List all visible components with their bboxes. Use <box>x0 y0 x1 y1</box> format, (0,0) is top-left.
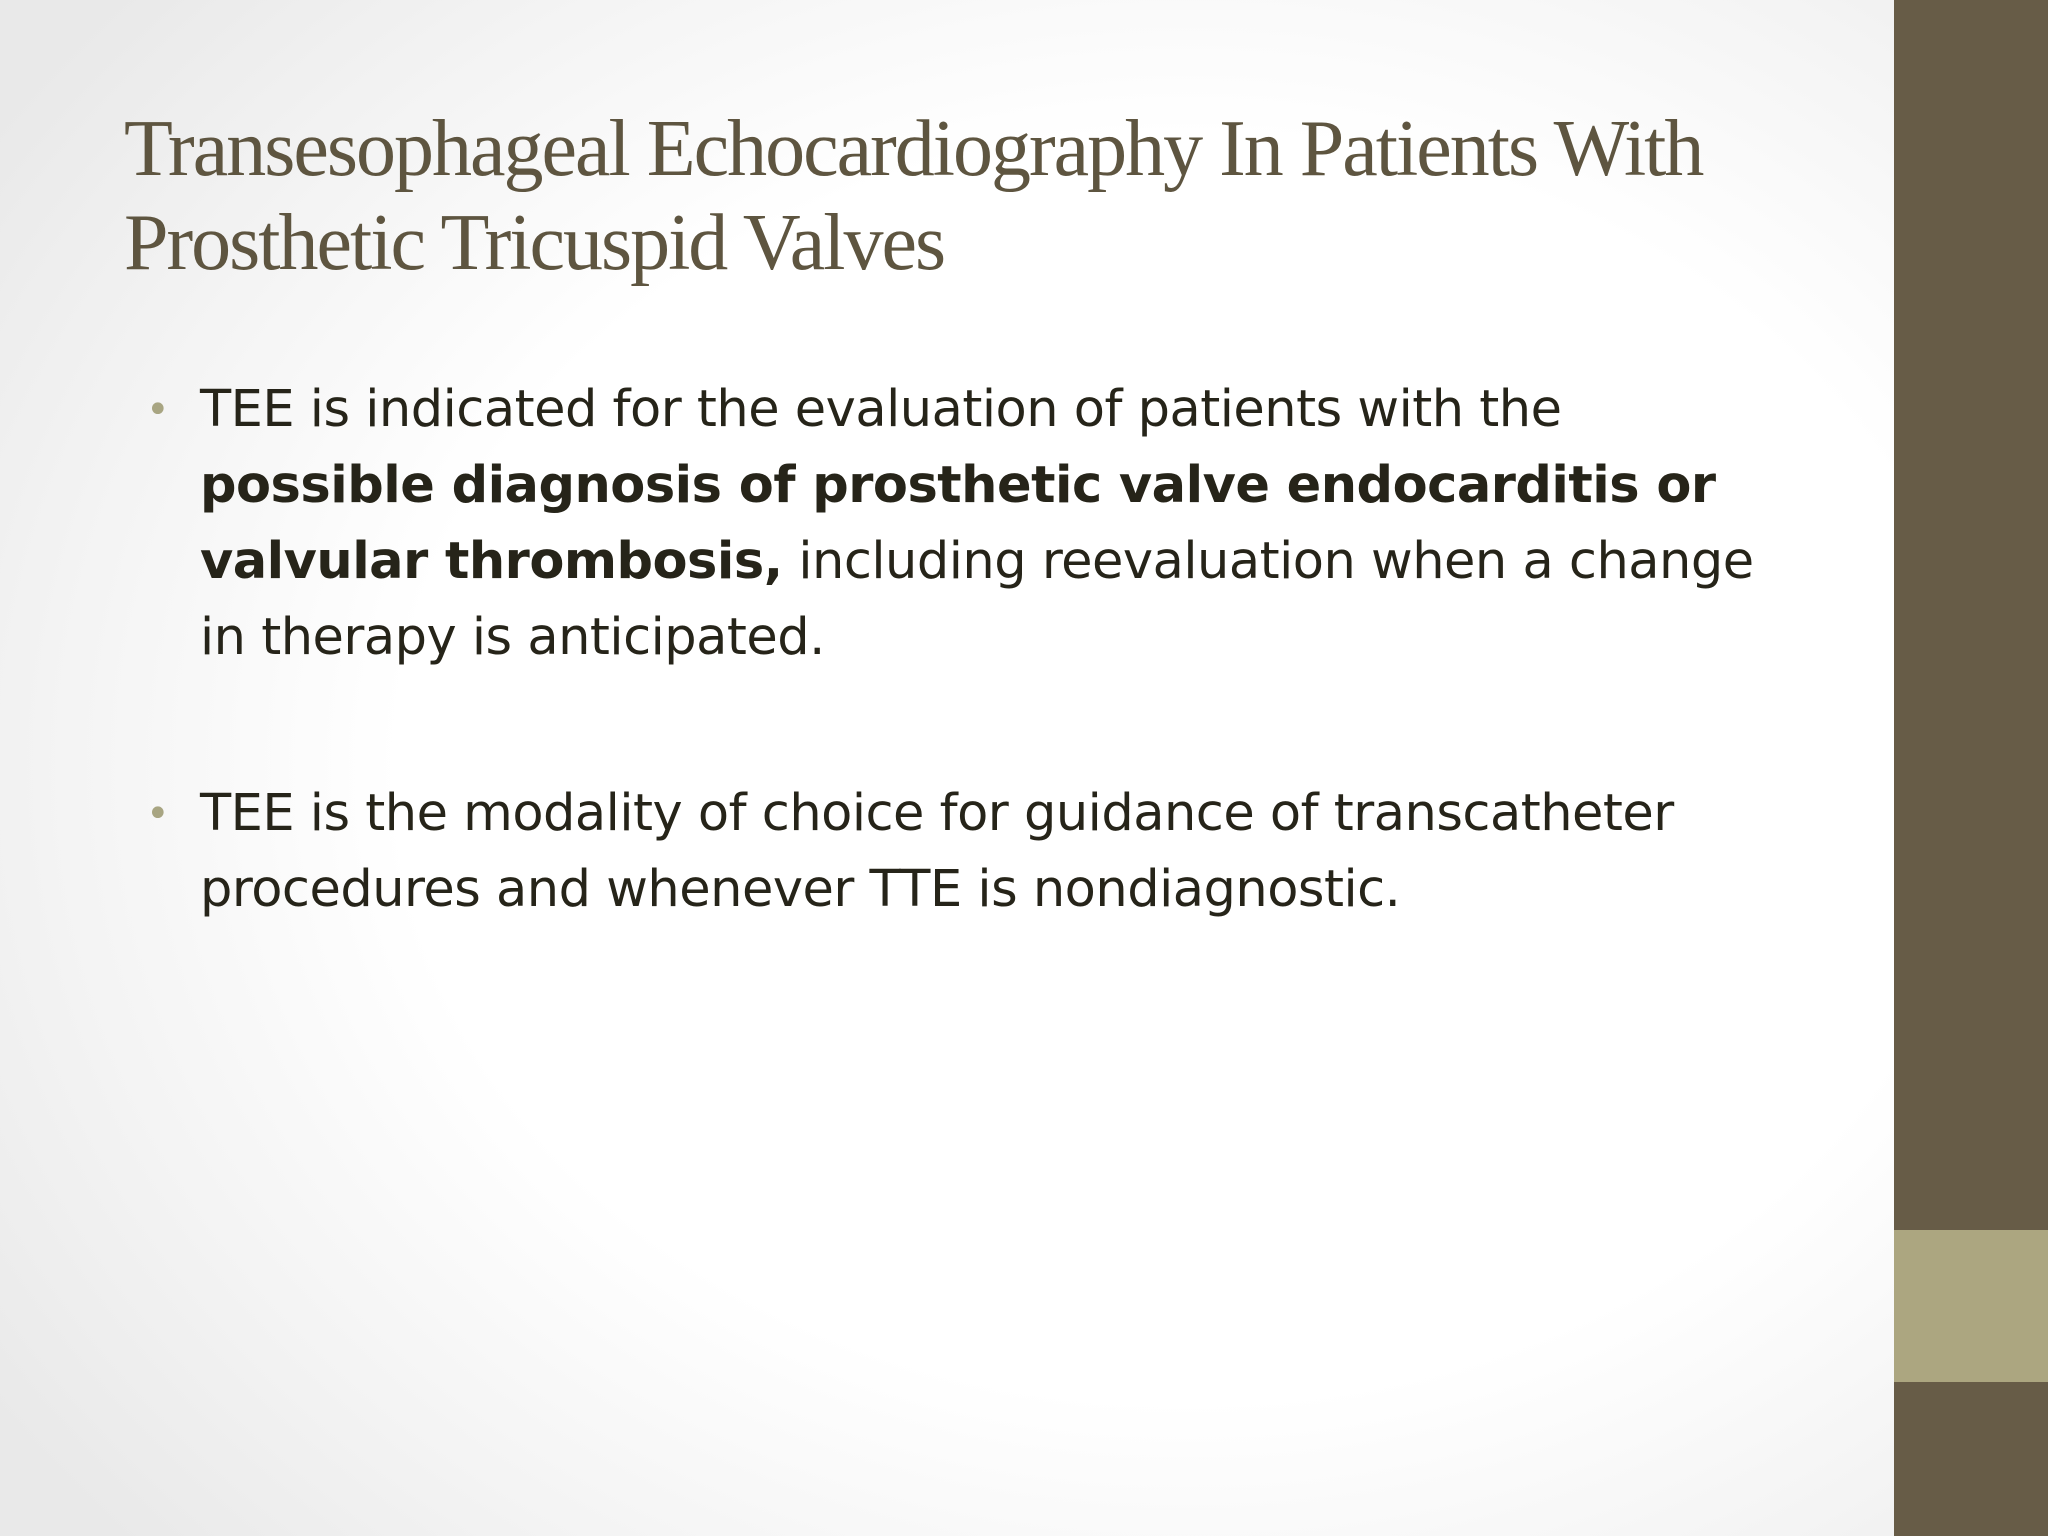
bullet-item-guidance <box>146 776 1786 928</box>
side-bar-dark-top <box>1894 0 2048 1230</box>
bullet-text: TEE is the modality of choice for guidance of transcatheter procedures and whenever TTE is nondiagnostic. <box>200 784 1674 919</box>
bullet-item-indication <box>146 372 1786 676</box>
bullet-text-bold: possible diagnosis of prosthetic valve endocarditis or valvular thrombosis, <box>200 456 1716 591</box>
decorative-side-bar <box>1894 0 2048 1536</box>
side-bar-light-accent <box>1894 1230 2048 1382</box>
bullet-text-before: TEE is indicated for the evaluation of patients with the <box>200 380 1562 439</box>
bullet-text-after: including reevaluation when a change in therapy is anticipated. <box>200 532 1754 667</box>
bullet-marker-icon: • <box>146 791 170 837</box>
bullet-list <box>146 372 1786 1028</box>
bullet-text <box>200 380 1754 667</box>
side-bar-dark-bottom <box>1894 1382 2048 1536</box>
bullet-marker-icon: • <box>146 387 170 433</box>
slide-title: Transesophageal Echocardiography In Patients With Prosthetic Tricuspid Valves <box>124 105 1703 287</box>
